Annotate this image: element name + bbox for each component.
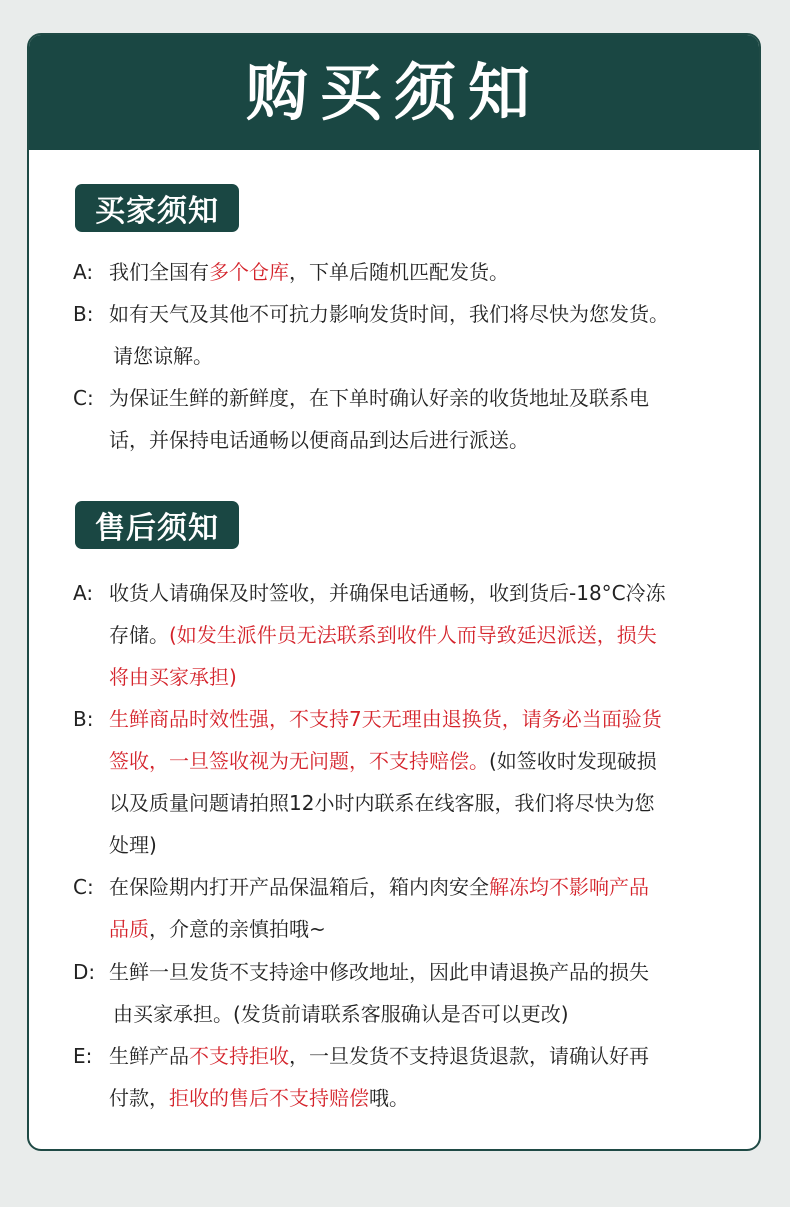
item-key: A: <box>73 581 94 605</box>
item-text: 在保险期内打开产品保温箱后，箱内肉安全 <box>109 875 489 899</box>
buyer-item-b <box>73 293 739 335</box>
item-text: ，一旦发货不支持退货退款，请确认好再 <box>289 1044 649 1068</box>
item-text: 处理) <box>109 833 157 857</box>
item-text: 请您谅解。 <box>113 344 213 368</box>
item-text: 如有天气及其他不可抗力影响发货时间，我们将尽快为您发货。 <box>109 302 669 326</box>
item-text: (如签收时发现破损 <box>489 749 657 773</box>
item-text: 付款， <box>109 1086 169 1110</box>
notice-card <box>27 33 761 1151</box>
item-text: 收货人请确保及时签收，并确保电话通畅，收到货后-18°C冷冻 <box>109 581 666 605</box>
item-key: A: <box>73 260 94 284</box>
after-item-a <box>73 572 739 614</box>
item-text: 生鲜产品 <box>109 1044 189 1068</box>
item-key: B: <box>73 302 94 326</box>
after-sales-tag: 售后须知 <box>75 501 239 549</box>
item-text: 生鲜一旦发货不支持途中修改地址，因此申请退换产品的损失 <box>109 960 649 984</box>
item-highlight: 拒收的售后不支持赔偿 <box>169 1086 369 1110</box>
item-text: ，介意的亲慎拍哦~ <box>149 917 326 941</box>
page-title: 购买须知 <box>245 55 542 129</box>
item-highlight: 不支持拒收 <box>189 1044 289 1068</box>
after-item-b-cont2 <box>109 782 739 824</box>
item-key: B: <box>73 707 94 731</box>
item-highlight: 品质 <box>109 917 149 941</box>
after-item-a-cont <box>109 614 739 656</box>
item-key: E: <box>73 1044 93 1068</box>
item-text: 我们全国有 <box>109 260 209 284</box>
header-banner <box>29 35 759 150</box>
item-highlight: 生鲜商品时效性强，不支持7天无理由退换货，请务必当面验货 <box>109 707 662 731</box>
buyer-item-c-cont <box>109 419 739 461</box>
item-text: 为保证生鲜的新鲜度，在下单时确认好亲的收货地址及联系电 <box>109 386 649 410</box>
after-item-b-cont3 <box>109 824 739 866</box>
item-text: ，下单后随机匹配发货。 <box>289 260 509 284</box>
item-key: C: <box>73 386 94 410</box>
item-text: 话，并保持电话通畅以便商品到达后进行派送。 <box>109 428 529 452</box>
item-highlight: 多个仓库 <box>209 260 289 284</box>
after-item-e <box>73 1035 739 1077</box>
buyer-notice-tag: 买家须知 <box>75 184 239 232</box>
after-item-d-cont <box>113 993 739 1035</box>
item-key: C: <box>73 875 94 899</box>
item-highlight: 签收，一旦签收视为无问题，不支持赔偿。 <box>109 749 489 773</box>
after-item-d <box>73 951 739 993</box>
after-item-a-cont2 <box>109 656 739 698</box>
after-item-e-cont <box>109 1077 739 1119</box>
item-highlight: (如发生派件员无法联系到收件人而导致延迟派送，损失 <box>169 623 657 647</box>
buyer-item-c <box>73 377 739 419</box>
item-text: 由买家承担。(发货前请联系客服确认是否可以更改) <box>113 1002 569 1026</box>
item-key: D: <box>73 960 96 984</box>
item-highlight: 解冻均不影响产品 <box>489 875 649 899</box>
after-item-b <box>73 698 739 740</box>
buyer-item-a <box>73 251 739 293</box>
item-text: 以及质量问题请拍照12小时内联系在线客服，我们将尽快为您 <box>109 791 655 815</box>
item-highlight: 将由买家承担) <box>109 665 237 689</box>
after-item-c-cont <box>109 908 739 950</box>
buyer-item-b-cont <box>113 335 739 377</box>
item-text: 存储。 <box>109 623 169 647</box>
after-item-c <box>73 866 739 908</box>
item-text: 哦。 <box>369 1086 409 1110</box>
after-item-b-cont <box>109 740 739 782</box>
